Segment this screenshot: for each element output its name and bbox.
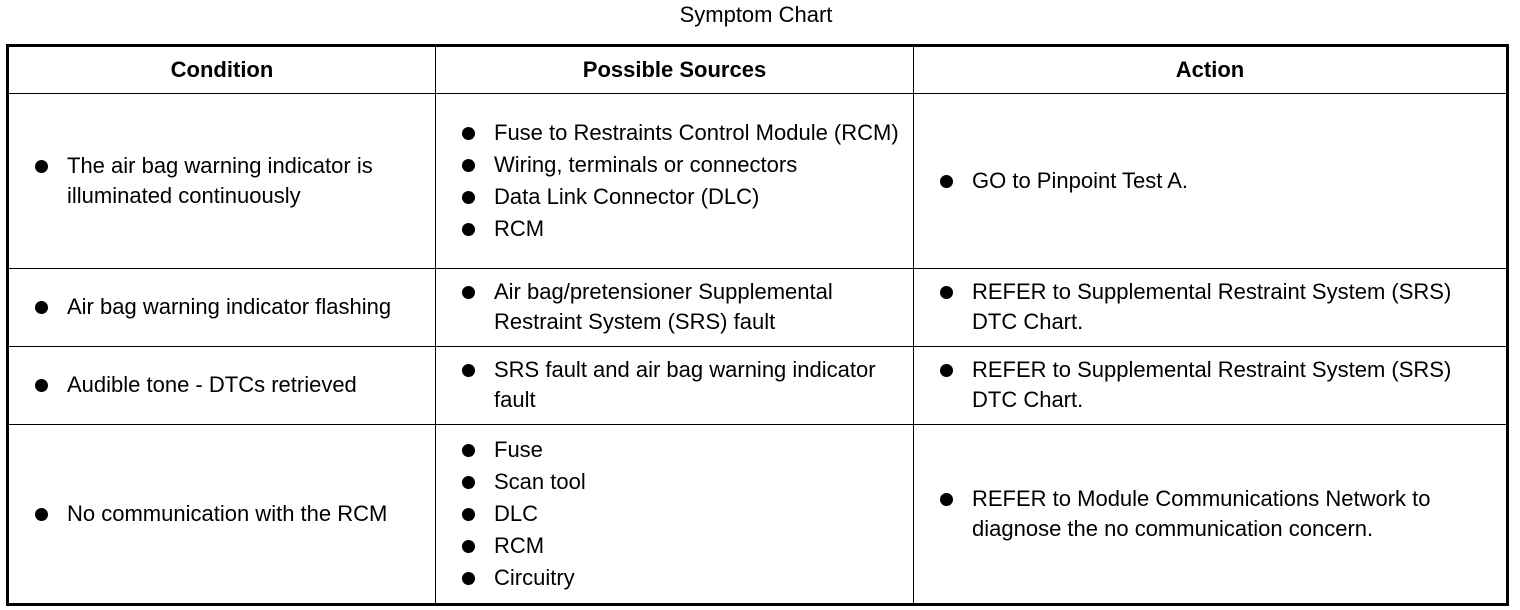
- condition-cell: [8, 94, 436, 269]
- list-item: [462, 214, 903, 244]
- condition-text: Air bag warning indicator flashing: [67, 294, 392, 319]
- list-item: [462, 355, 903, 415]
- bullet-icon: [462, 223, 475, 236]
- bullet-icon: [462, 127, 475, 140]
- sources-list: [436, 118, 913, 244]
- condition-list: [9, 370, 435, 400]
- list-item: [462, 531, 903, 561]
- list-item: [940, 484, 1496, 544]
- sources-list: [436, 435, 913, 593]
- bullet-icon: [35, 301, 48, 314]
- table-row: [8, 94, 1508, 269]
- action-text: REFER to Supplemental Restraint System (SRS) DTC Chart.: [972, 357, 1452, 412]
- condition-list: [9, 292, 435, 322]
- action-list: [914, 277, 1506, 337]
- list-item: [462, 499, 903, 529]
- list-item: [462, 563, 903, 593]
- source-text: Fuse to Restraints Control Module (RCM): [494, 119, 899, 145]
- list-item: [35, 370, 425, 400]
- bullet-icon: [462, 286, 475, 299]
- symptom-table: [6, 44, 1509, 606]
- list-item: [940, 355, 1496, 415]
- action-list: [914, 355, 1506, 415]
- action-cell: [914, 347, 1508, 425]
- condition-text: The air bag warning indicator is illuminated continuously: [67, 152, 373, 208]
- action-cell: [914, 425, 1508, 605]
- bullet-icon: [462, 508, 475, 521]
- condition-cell: [8, 425, 436, 605]
- bullet-icon: [462, 476, 475, 489]
- bullet-icon: [940, 364, 953, 377]
- list-item: [35, 499, 425, 529]
- bullet-icon: [462, 159, 475, 172]
- sources-cell: [436, 425, 914, 605]
- list-item: [462, 435, 903, 465]
- header-possible-sources: Possible Sources: [436, 46, 914, 94]
- sources-cell: [436, 94, 914, 269]
- source-text: Fuse: [494, 436, 543, 462]
- source-text: RCM: [494, 215, 545, 241]
- bullet-icon: [462, 191, 475, 204]
- source-text: SRS fault and air bag warning indicator fault: [494, 357, 876, 412]
- bullet-icon: [462, 540, 475, 553]
- sources-list: [436, 355, 913, 415]
- bullet-icon: [35, 508, 48, 521]
- action-cell: [914, 94, 1508, 269]
- header-action: Action: [914, 46, 1508, 94]
- action-text: REFER to Supplemental Restraint System (SRS) DTC Chart.: [972, 279, 1452, 334]
- bullet-icon: [462, 364, 475, 377]
- source-text: Scan tool: [494, 468, 586, 494]
- action-text: GO to Pinpoint Test A.: [972, 167, 1189, 193]
- condition-list: [9, 499, 435, 529]
- source-text: Circuitry: [494, 564, 575, 590]
- list-item: [462, 150, 903, 180]
- action-text: REFER to Module Communications Network to diagnose the no communication concern.: [972, 485, 1431, 541]
- source-text: Air bag/pretensioner Supplemental Restraint System (SRS) fault: [494, 279, 833, 334]
- bullet-icon: [462, 444, 475, 457]
- bullet-icon: [35, 379, 48, 392]
- source-text: Data Link Connector (DLC): [494, 183, 760, 209]
- list-item: [35, 151, 425, 211]
- list-item: [940, 166, 1496, 196]
- bullet-icon: [940, 286, 953, 299]
- table-row: [8, 425, 1508, 605]
- condition-cell: [8, 347, 436, 425]
- source-text: Wiring, terminals or connectors: [494, 151, 798, 177]
- bullet-icon: [940, 493, 953, 506]
- header-condition: Condition: [8, 46, 436, 94]
- sources-cell: [436, 269, 914, 347]
- list-item: [35, 292, 425, 322]
- source-text: DLC: [494, 500, 539, 526]
- sources-list: [436, 277, 913, 337]
- bullet-icon: [940, 175, 953, 188]
- condition-text: No communication with the RCM: [67, 500, 388, 526]
- action-list: [914, 484, 1506, 544]
- table-header-row: [8, 46, 1508, 94]
- action-cell: [914, 269, 1508, 347]
- condition-text: Audible tone - DTCs retrieved: [67, 372, 357, 397]
- source-text: RCM: [494, 532, 545, 558]
- action-list: [914, 166, 1506, 196]
- bullet-icon: [462, 572, 475, 585]
- condition-list: [9, 151, 435, 211]
- bullet-icon: [35, 160, 48, 173]
- page-title: Symptom Chart: [679, 2, 833, 27]
- list-item: [462, 277, 903, 337]
- table-row: [8, 269, 1508, 347]
- list-item: [462, 182, 903, 212]
- table-row: [8, 347, 1508, 425]
- sources-cell: [436, 347, 914, 425]
- condition-cell: [8, 269, 436, 347]
- list-item: [940, 277, 1496, 337]
- list-item: [462, 118, 903, 148]
- list-item: [462, 467, 903, 497]
